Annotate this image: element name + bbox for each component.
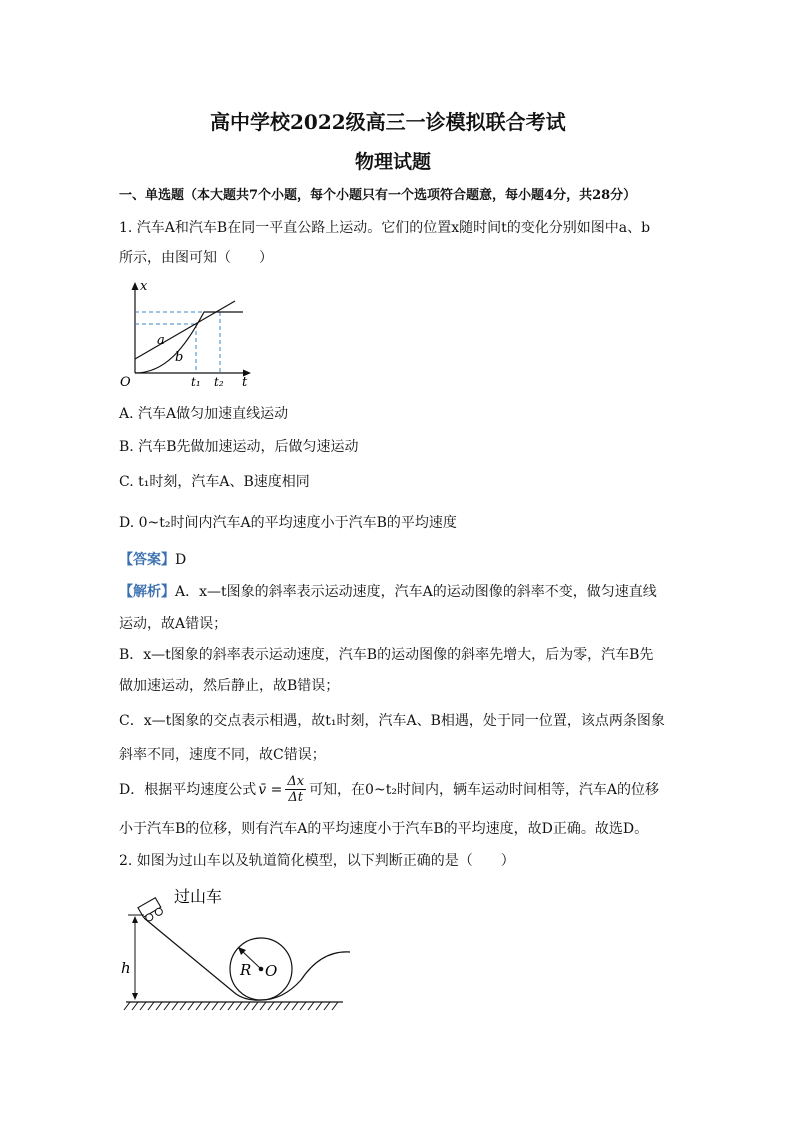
ground-hatch-mark — [284, 1002, 290, 1010]
ground-hatch-mark — [276, 1002, 282, 1010]
q1-option-d: D. 0~t₂时间内汽车A的平均速度小于汽车B的平均速度 — [119, 515, 457, 531]
analysis-c-line1: C．x—t图象的交点表示相遇，故t₁时刻，汽车A、B相遇，处于同一位置，该点两条图象 — [119, 713, 665, 729]
analysis-a-text: A．x—t图象的斜率表示运动速度，汽车A的运动图像的斜率不变，做匀速直线 — [175, 584, 657, 600]
origin-label: O — [120, 375, 131, 390]
ground-hatching — [124, 1002, 338, 1010]
answer-value: D — [175, 552, 187, 568]
track-slope — [144, 918, 261, 1000]
page-title: 高中学校2022级高三一诊模拟联合考试 — [210, 110, 566, 134]
center-label: O — [265, 962, 278, 980]
ground-hatch-mark — [196, 1002, 202, 1010]
section-heading: 一、单选题（本大题共7个小题，每个小题只有一个选项符合题意，每小题4分，共28分） — [119, 188, 637, 203]
analysis-b-line2: 做加速运动，然后静止，故B错误； — [119, 678, 340, 694]
q1-stem-line1: 1. 汽车A和汽车B在同一平直公路上运动。它们的位置x随时间t的变化分别如图中a、b — [119, 220, 651, 236]
q1-stem-line2: 所示，由图可知（ ） — [119, 250, 273, 266]
ground-hatch-mark — [300, 1002, 306, 1010]
formula-numerator: Δx — [287, 774, 305, 789]
q2-roller-coaster-figure — [118, 882, 358, 1017]
ground-hatch-mark — [188, 1002, 194, 1010]
formula-lhs: v̄ = — [258, 781, 283, 798]
analysis-a-line1 — [119, 583, 657, 601]
radius-label: R — [240, 961, 252, 979]
ground-hatch-mark — [332, 1002, 338, 1010]
height-arrow-down-icon — [132, 993, 138, 1000]
ground-hatch-mark — [172, 1002, 178, 1010]
ground-hatch-mark — [140, 1002, 146, 1010]
ground-hatch-mark — [244, 1002, 250, 1010]
ground-hatch-mark — [260, 1002, 266, 1010]
height-label: h — [121, 959, 131, 977]
q1-option-b: B. 汽车B先做加速运动，后做匀速运动 — [119, 439, 359, 455]
ground-hatch-mark — [180, 1002, 186, 1010]
analysis-a-line2: 运动，故A错误； — [119, 616, 228, 632]
ground-hatch-mark — [236, 1002, 242, 1010]
analysis-d-post: 可知，在0~t₂时间内，辆车运动时间相等，汽车A的位移 — [309, 781, 660, 798]
formula-fraction — [285, 774, 306, 805]
q1-option-a: A. 汽车A做匀加速直线运动 — [119, 406, 289, 422]
q1-position-time-graph — [115, 278, 255, 390]
ground-hatch-mark — [268, 1002, 274, 1010]
ground-hatch-mark — [156, 1002, 162, 1010]
y-axis-label: x — [140, 279, 148, 294]
ground-hatch-mark — [316, 1002, 322, 1010]
page-subtitle: 物理试题 — [355, 151, 432, 173]
ground-hatch-mark — [204, 1002, 210, 1010]
analysis-c-line2: 斜率不同，速度不同，故C错误； — [119, 747, 326, 763]
ground-hatch-mark — [148, 1002, 154, 1010]
ground-hatch-mark — [212, 1002, 218, 1010]
figure-caption: 过山车 — [174, 887, 223, 906]
tick-t2: t₂ — [214, 375, 224, 389]
ground-hatch-mark — [292, 1002, 298, 1010]
label-a: a — [157, 333, 165, 348]
x-axis-label: t — [242, 375, 248, 390]
y-axis-arrow-icon — [132, 282, 139, 290]
analysis-d-line1 — [119, 774, 659, 805]
ground-hatch-mark — [324, 1002, 330, 1010]
answer-tag: 【答案】 — [119, 552, 175, 568]
ground-hatch-mark — [228, 1002, 234, 1010]
q1-option-c: C. t₁时刻，汽车A、B速度相同 — [119, 474, 310, 490]
height-arrow-up-icon — [132, 916, 138, 923]
roller-coaster-car-icon — [138, 898, 164, 923]
analysis-b-line1: B．x—t图象的斜率表示运动速度，汽车B的运动图像的斜率先增大，后为零，汽车B先 — [119, 647, 654, 663]
ground-hatch-mark — [308, 1002, 314, 1010]
analysis-tag: 【解析】 — [119, 584, 175, 600]
ground-hatch-mark — [132, 1002, 138, 1010]
ground-hatch-mark — [124, 1002, 130, 1010]
label-b: b — [175, 350, 184, 365]
analysis-d-pre: D．根据平均速度公式 — [119, 781, 257, 798]
ground-hatch-mark — [164, 1002, 170, 1010]
ground-hatch-mark — [252, 1002, 258, 1010]
q2-stem: 2. 如图为过山车以及轨道简化模型，以下判断正确的是（ ） — [119, 853, 515, 869]
tick-t1: t₁ — [191, 375, 201, 389]
curve-b — [135, 312, 243, 373]
formula-denominator: Δt — [288, 790, 303, 805]
q1-answer — [119, 551, 186, 569]
analysis-d-line2: 小于汽车B的位移，则有汽车A的平均速度小于汽车B的平均速度，故D正确。故选D。 — [119, 821, 649, 837]
ground-hatch-mark — [220, 1002, 226, 1010]
